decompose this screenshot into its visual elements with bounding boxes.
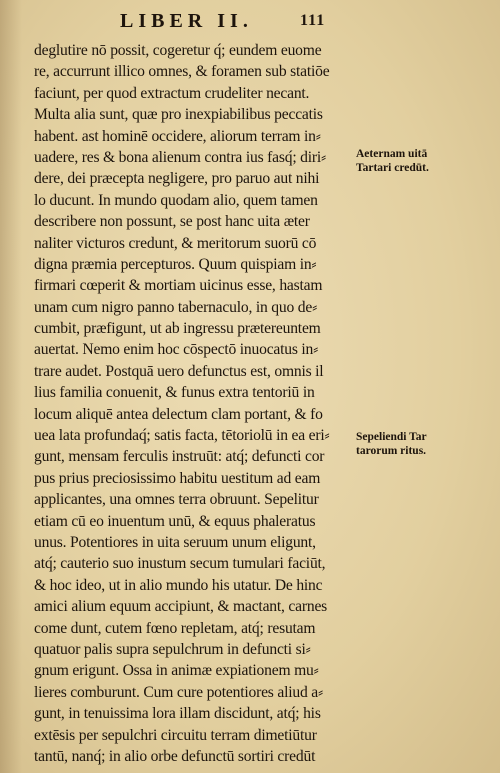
text-line: pus prius preciosissimo habitu uestitum ad eam [34,469,321,487]
text-line: cumbit, præfigunt, ut ab ingressu prætereuntem [34,320,321,338]
text-line: extēsis per sepulchri circuitu terram dimetiūtur [34,726,317,744]
text-line: habent. ast hominē occidere, aliorum terram in⸗ [34,127,321,145]
text-line: quatuor palis supra sepulchrum in defuncti si⸗ [34,640,311,658]
text-line: lieres comburunt. Cum cure potentiores aliud a⸗ [34,683,323,701]
text-line: dere, dei præcepta negligere, pro paruo aut nihi [34,170,320,188]
running-head [0,10,500,34]
text-line: gunt, mensam ferculis instruūt: atq́; defuncti cor [34,448,325,466]
text-line: & hoc ideo, ut in alio mundo his utatur. De hinc [34,576,323,594]
gutter-shadow [0,0,22,773]
text-line: etiam cū eo inuentum unū, & equus phaleratus [34,512,316,530]
text-line: unus. Potentiores in uita seruum unum eligunt, [34,533,316,551]
page-number: 111 [300,12,326,29]
running-title: LIBER II. [120,10,253,32]
text-line: trare audet. Postquā uero defunctus est, omnis il [34,362,324,380]
text-line: Multa alia sunt, quæ pro inexpiabilibus peccatis [34,106,323,124]
marginal-note [356,147,496,175]
text-line: tantū, nanq́; in alio orbe defunctū sortiri credūt [34,747,316,765]
text-line: gnum erigunt. Ossa in animæ expiationem mu⸗ [34,662,319,680]
text-line: faciunt, per quod extractum crudeliter necant. [34,84,310,102]
text-line: naliter victuros credunt, & meritorum suorū cō [34,234,317,252]
text-line: lius familia conuenit, & funus extra tentoriū in [34,384,315,402]
text-line: uea lata profundaq́; satis facta, tētoriolū in ea eri⸗ [34,427,330,445]
marginal-note-line: tarorum ritus. [356,445,427,457]
text-line: come dunt, cutem fœno repletam, atq́; resutam [34,619,316,637]
text-line: describere non possunt, se post hanc uita æter [34,213,310,231]
text-line: atq́; cauterio suo inustum secum tumulari faciūt, [34,555,326,573]
marginal-note [356,430,496,458]
text-line: firmari cœperit & mortiam uicinus esse, hastam [34,277,323,295]
text-line: uadere, res & bona alienum contra ius fasq́; diri⸗ [34,148,327,166]
text-line: locum aliquē antea delectum clam portant, & fo [34,405,323,423]
marginal-note-line: Tartari credūt. [356,162,429,174]
text-line: amici alium equum accipiunt, & mactant, carnes [34,598,328,616]
marginal-note-line: Aeternam uitā [356,148,428,160]
text-line: gunt, in tenuissima lora illam discidunt, atq́; his [34,705,321,723]
marginal-note-line: Sepeliendi Tar [356,431,427,443]
main-text-block [34,40,364,767]
text-line: deglutire nō possit, cogeretur q́; eundem euome [34,42,322,59]
text-line: re, accurrunt illico omnes, & foramen sub statiōe [34,63,330,81]
text-line: auertat. Nemo enim hoc cōspectō inuocatus in⸗ [34,341,319,359]
text-line: lo ducunt. In mundo quodam alio, quem tamen [34,191,318,209]
text-line: unam cum nigro panno tabernaculo, in quo de⸗ [34,298,318,316]
text-line: digna præmia percepturos. Quum quispiam in⸗ [34,255,317,273]
text-line: applicantes, una omnes terra obruunt. Sepelitur [34,491,319,509]
